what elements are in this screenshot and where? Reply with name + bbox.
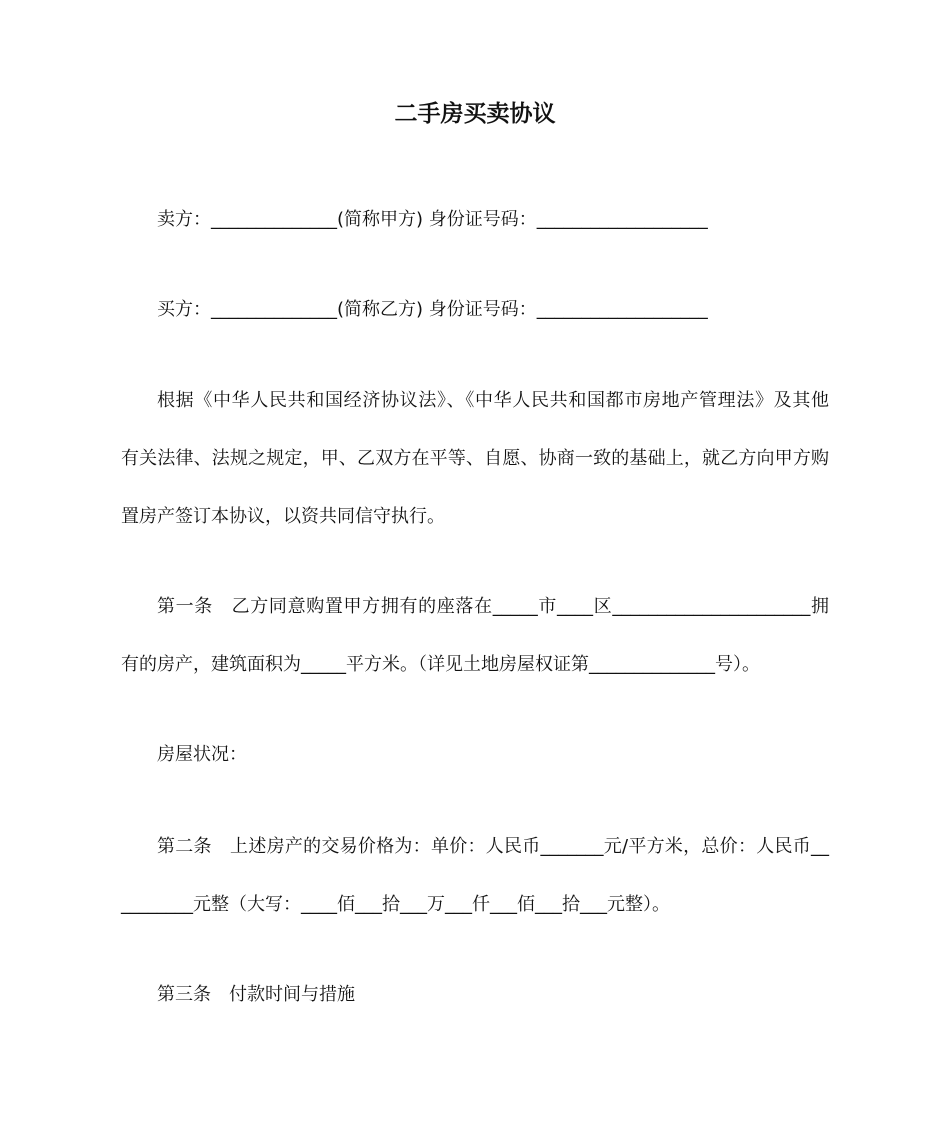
article3-heading: 第三条 付款时间与措施 [157,984,355,1005]
article1-line-1: 第一条 乙方同意购置甲方拥有的座落在_____市____区______________________拥 [157,596,829,617]
preamble-line-1: 根据《中华人民共和国经济协议法》、《中华人民共和国都市房地产管理法》及其他 [157,390,829,411]
buyer-line: 买方：______________(简称乙方) 身份证号码：___________________ [157,299,708,320]
article1-line-2: 有的房产，建筑面积为_____平方米。（详见土地房屋权证第______________号）。 [121,654,760,675]
house-status-heading: 房屋状况： [157,744,247,765]
preamble-line-3: 置房产签订本协议，以资共同信守执行。 [121,506,445,527]
preamble-line-2: 有关法律、法规之规定，甲、乙双方在平等、自愿、协商一致的基础上，就乙方向甲方购 [121,448,829,469]
document-title: 二手房买卖协议 [394,101,556,127]
article2-line-1: 第二条 上述房产的交易价格为：单价：人民币_______元/平方米，总价：人民币__ [157,836,829,857]
seller-line: 卖方：______________(简称甲方) 身份证号码：___________________ [157,209,708,230]
article2-line-2: ________元整（大写：____佰___拾___万___仟___佰___拾___元整）。 [121,894,670,915]
